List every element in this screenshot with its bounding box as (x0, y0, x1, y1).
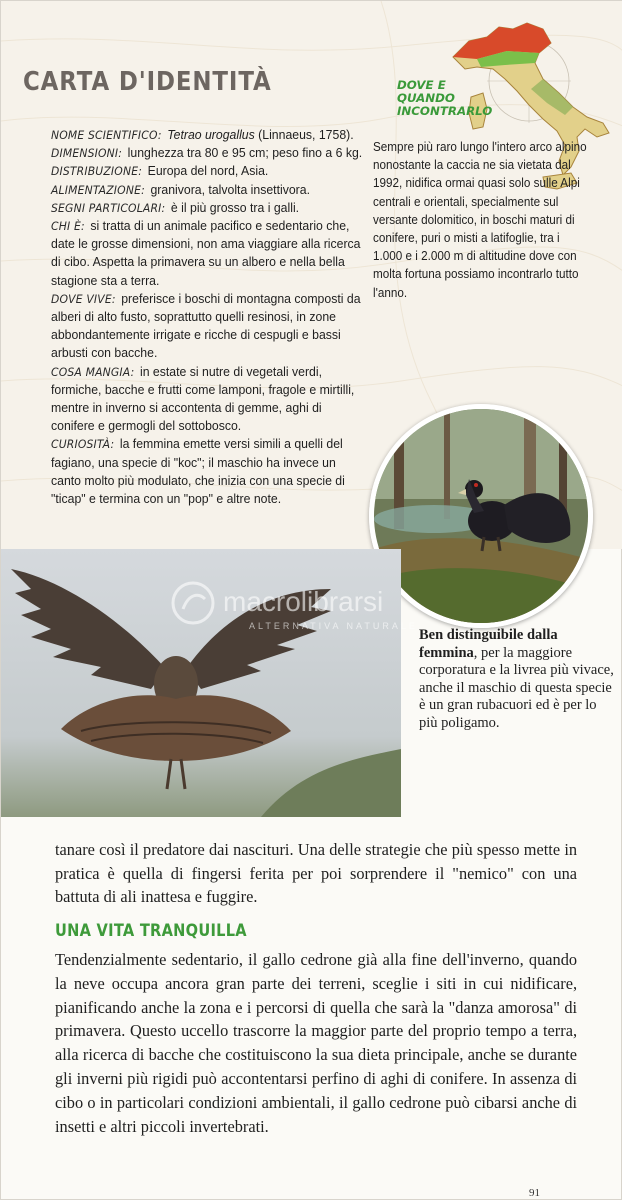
paragraph-text: tanare così il predatore dai nascituri. Una delle strategie che più spesso mette in pratica è quella di fingersi ferita per poi sorprendere il "nemico" con una battuta di ali inattesa e fuggire. (55, 840, 578, 907)
where-heading-line: INCONTRARLO (397, 104, 493, 118)
paragraph-text: Tendenzialmente sedentario, il gallo cedrone già alla fine dell'inverno, quando la neve occupa ancora gran parte dei terreni, sceglie i siti in cui nidificare, pianificando anche la zona e i percorsi di quella che sarà la "danza amorosa" di primavera. Questo uccello trascorre la maggior parte del proprio tempo a terra, alla ricerca di bacche che costituiscono la sua dieta principale, anche se durante gli inverni più rigidi può accontentarsi perfino di aghi di conifere. In assenza di cibo o in particolari condizioni ambientali, il gallo cedrone può cibarsi anche di insetti e altri piccoli invertebrati. (55, 950, 578, 1136)
where-heading-line: DOVE E (397, 78, 446, 92)
field-label: ALIMENTAZIONE: (51, 182, 145, 197)
watermark-brand: macrolibrarsi (223, 586, 384, 617)
section-heading: UNA VITA TRANQUILLA (55, 921, 247, 941)
photo-caption (419, 627, 615, 733)
field-features (51, 199, 363, 217)
field-value: (Linnaeus, 1758). (254, 127, 354, 142)
field-label: NOME SCIENTIFICO: (51, 128, 162, 142)
field-label: DISTRIBUZIONE: (51, 164, 143, 179)
page-number: 91 (529, 1187, 540, 1199)
caption-text: , per la maggiore corporatura e la livrea più vivace, anche il maschio di questa specie è un gran rubacuori ed è per lo più poligamo. (419, 644, 614, 731)
where-heading (397, 79, 492, 118)
watermark-tagline: ALTERNATIVA NATURALE (249, 621, 418, 631)
field-scientific-name (51, 126, 363, 144)
id-card-fields (51, 126, 363, 508)
field-diet (51, 181, 363, 199)
field-value: Europa del nord, Asia. (147, 163, 269, 179)
watermark-logo-icon (169, 579, 459, 637)
field-label: DOVE VIVE: (51, 291, 116, 306)
field-value: granivora, talvolta insettivora. (150, 181, 310, 197)
field-distribution (51, 162, 363, 180)
field-value: è il più grosso tra i galli. (170, 199, 300, 215)
field-label: CHI È: (51, 219, 85, 234)
field-value: si tratta di un animale pacifico e sedentario che, date le grosse dimensioni, non ama viaggiare alla ricerca di cibo. Aspetta la primavera su un albero e nella bella stagione sta a terra. (51, 218, 361, 288)
field-label: SEGNI PARTICOLARI: (51, 200, 166, 215)
field-label: CURIOSITÀ: (51, 437, 115, 452)
field-label: DIMENSIONI: (51, 146, 123, 161)
field-value-italic: Tetrao urogallus (167, 127, 255, 142)
where-heading-line: QUANDO (397, 91, 455, 105)
field-value: in estate si nutre di vegetali verdi, formiche, bacche e frutti come lamponi, fragole e mirtilli, mentre in inverno si accontenta di gemme, aghi di conifere e germogli del sottobosco. (51, 363, 355, 434)
section-paragraph (55, 948, 577, 1138)
field-value: preferisce i boschi di montagna composti da alberi di alto fusto, soprattutto quelli resinosi, in zone abbondantemente irrigate e ricche di cespugli e bassi arbusti con bacche. (51, 290, 361, 361)
id-card-title: CARTA D'IDENTITÀ (23, 67, 272, 97)
field-curiosity (51, 435, 363, 508)
field-label: COSA MANGIA: (51, 364, 135, 379)
where-text: Sempre più raro lungo l'intero arco alpino nonostante la caccia ne sia vietata dal 1992, nidifica ormai quasi solo sulle Alpi centrali e orientali, specialmente sul versante dolomitico, in boschi maturi di conifere, puri o misti a latifoglie, tra i 1.000 e i 2.000 m di altitudine dove con molta fortuna possiamo incontrarlo tutto l'anno. (373, 139, 587, 300)
field-value: la femmina emette versi simili a quelli del fagiano, una specie di "koc"; il maschio ha invece un canto molto più modulato, che inizia con una specie di "ticap" e termina con un "pop" e altre note. (51, 436, 345, 507)
field-habitat (51, 290, 363, 363)
caption-bold: Ben distinguibile dalla femmina (419, 627, 558, 661)
continued-paragraph (55, 838, 577, 909)
field-value: lunghezza tra 80 e 95 cm; peso fino a 6 kg. (127, 145, 363, 161)
field-food (51, 363, 363, 436)
field-who (51, 217, 363, 290)
field-dimensions (51, 144, 363, 162)
